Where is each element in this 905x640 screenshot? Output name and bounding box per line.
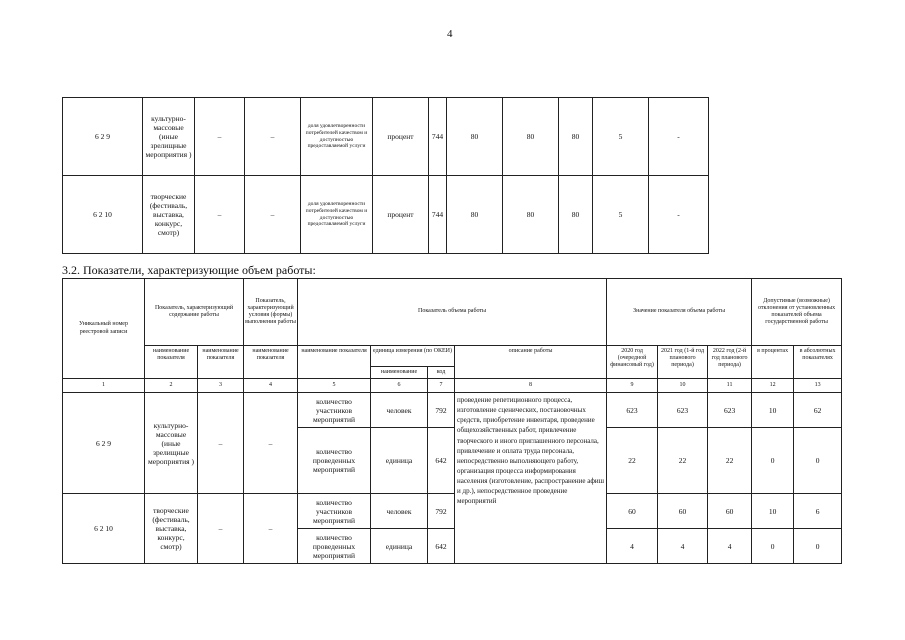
value-2021: 60 — [658, 494, 708, 529]
quality-indicators-table — [62, 97, 709, 254]
content-indicator-2: – — [195, 98, 245, 176]
column-number: 10 — [658, 379, 708, 393]
column-number: 9 — [607, 379, 658, 393]
value-2020: 80 — [447, 98, 503, 176]
value-2022: 22 — [708, 428, 752, 494]
value-2022: 60 — [708, 494, 752, 529]
header-name-indicator: наименование показателя — [298, 346, 371, 379]
registry-code: 6 2 9 — [63, 393, 145, 494]
deviation-percent: 0 — [752, 529, 794, 564]
okei-code: 642 — [428, 428, 455, 494]
table-row — [63, 98, 709, 176]
table-row — [63, 176, 709, 254]
okei-code: 744 — [429, 176, 447, 254]
work-description: проведение репетиционного процесса, изготовление сценических, постановочных средств, приобретение инвентаря, проведение общехозяйственных работ, привлечение творческого и иного приглашенного персонала, привлечение и оплата труда персонала, непосредственно выполняющего работу, организация процесса информирования населения (изготовление, распространение афиш и др.), непосредственное проведение мероприятий — [455, 393, 607, 564]
content-indicator-2: – — [195, 176, 245, 254]
value-2022: 4 — [708, 529, 752, 564]
unit: человек — [371, 494, 428, 529]
content-indicator: творческие (фестиваль, выставка, конкурс, смотр) — [143, 176, 195, 254]
value-2022: 623 — [708, 393, 752, 428]
header-name-indicator: наименование показателя — [198, 346, 244, 379]
deviation-percent: 10 — [752, 494, 794, 529]
okei-code: 744 — [429, 98, 447, 176]
deviation-absolute: 0 — [794, 428, 842, 494]
okei-code: 792 — [428, 494, 455, 529]
column-number: 1 — [63, 379, 145, 393]
value-2022: 80 — [559, 98, 593, 176]
value-2021: 22 — [658, 428, 708, 494]
volume-indicator: количество участников мероприятий — [298, 393, 371, 428]
header-registry: Уникальный номер реестровой записи — [63, 279, 145, 379]
column-number: 6 — [371, 379, 428, 393]
volume-indicators-table — [62, 278, 842, 564]
value-2022: 80 — [559, 176, 593, 254]
header-okei-unit: единица измерения (по ОКЕИ) — [371, 346, 455, 367]
header-2020: 2020 год (очередной финансовый год) — [607, 346, 658, 379]
registry-code: 6 2 10 — [63, 176, 143, 254]
deviation-absolute: - — [649, 98, 709, 176]
column-number: 7 — [428, 379, 455, 393]
deviation-percent: 5 — [593, 98, 649, 176]
content-indicator: творческие (фестиваль, выставка, конкурс, смотр) — [145, 494, 198, 564]
table-row — [63, 393, 842, 428]
condition-indicator: – — [245, 98, 301, 176]
header-2021: 2021 год (1-й год планового периода) — [658, 346, 708, 379]
condition-indicator: – — [245, 176, 301, 254]
header-deviation: Допустимые (возможные) отклонения от установленных показателей объема государственной работы — [752, 279, 842, 346]
registry-code: 6 2 10 — [63, 494, 145, 564]
header-in-percent: в процентах — [752, 346, 794, 379]
column-number: 11 — [708, 379, 752, 393]
deviation-absolute: 0 — [794, 529, 842, 564]
header-condition: Показатель, характеризующий условия (формы) выполнения работы — [244, 279, 298, 346]
value-2020: 623 — [607, 393, 658, 428]
header-okei-code: код — [428, 367, 455, 379]
value-2021: 623 — [658, 393, 708, 428]
header-values: Значение показателя объема работы — [607, 279, 752, 346]
header-description: описание работы — [455, 346, 607, 379]
header-volume: Показатель объема работы — [298, 279, 607, 346]
registry-code: 6 2 9 — [63, 98, 143, 176]
header-okei-name: наименование — [371, 367, 428, 379]
value-2021: 80 — [503, 176, 559, 254]
content-indicator-2: – — [198, 393, 244, 494]
content-indicator: культурно-массовые (иные зрелищные мероприятия ) — [143, 98, 195, 176]
column-number: 5 — [298, 379, 371, 393]
column-number: 2 — [145, 379, 198, 393]
quality-indicator: доля удовлетворенности потребителей качеством и доступностью предоставляемой услуги — [301, 98, 373, 176]
content-indicator: культурно-массовые (иные зрелищные мероприятия ) — [145, 393, 198, 494]
header-in-absolute: в абсолютных показателях — [794, 346, 842, 379]
value-2021: 4 — [658, 529, 708, 564]
unit: процент — [373, 176, 429, 254]
deviation-absolute: 62 — [794, 393, 842, 428]
header-name-indicator: наименование показателя — [244, 346, 298, 379]
section-title: 3.2. Показатели, характеризующие объем работы: — [62, 263, 316, 277]
column-number: 12 — [752, 379, 794, 393]
table-row — [63, 494, 842, 529]
quality-indicator: доля удовлетворенности потребителей качеством и доступностью предоставляемой услуги — [301, 176, 373, 254]
page-number: 4 — [447, 28, 453, 40]
deviation-absolute: 6 — [794, 494, 842, 529]
value-2020: 80 — [447, 176, 503, 254]
unit: процент — [373, 98, 429, 176]
deviation-absolute: - — [649, 176, 709, 254]
column-numbers-row — [63, 379, 842, 393]
column-number: 13 — [794, 379, 842, 393]
okei-code: 642 — [428, 529, 455, 564]
volume-indicator: количество проведенных мероприятий — [298, 529, 371, 564]
deviation-percent: 10 — [752, 393, 794, 428]
column-number: 8 — [455, 379, 607, 393]
unit: единица — [371, 428, 428, 494]
value-2020: 22 — [607, 428, 658, 494]
deviation-percent: 0 — [752, 428, 794, 494]
value-2020: 60 — [607, 494, 658, 529]
header-name-indicator: наименование показателя — [145, 346, 198, 379]
content-indicator-2: – — [198, 494, 244, 564]
value-2020: 4 — [607, 529, 658, 564]
condition-indicator: – — [244, 494, 298, 564]
volume-indicator: количество проведенных мероприятий — [298, 428, 371, 494]
condition-indicator: – — [244, 393, 298, 494]
unit: человек — [371, 393, 428, 428]
header-content: Показатель, характеризующий содержание работы — [145, 279, 244, 346]
value-2021: 80 — [503, 98, 559, 176]
unit: единица — [371, 529, 428, 564]
deviation-percent: 5 — [593, 176, 649, 254]
header-2022: 2022 год (2-й год планового периода) — [708, 346, 752, 379]
okei-code: 792 — [428, 393, 455, 428]
column-number: 3 — [198, 379, 244, 393]
volume-indicator: количество участников мероприятий — [298, 494, 371, 529]
column-number: 4 — [244, 379, 298, 393]
